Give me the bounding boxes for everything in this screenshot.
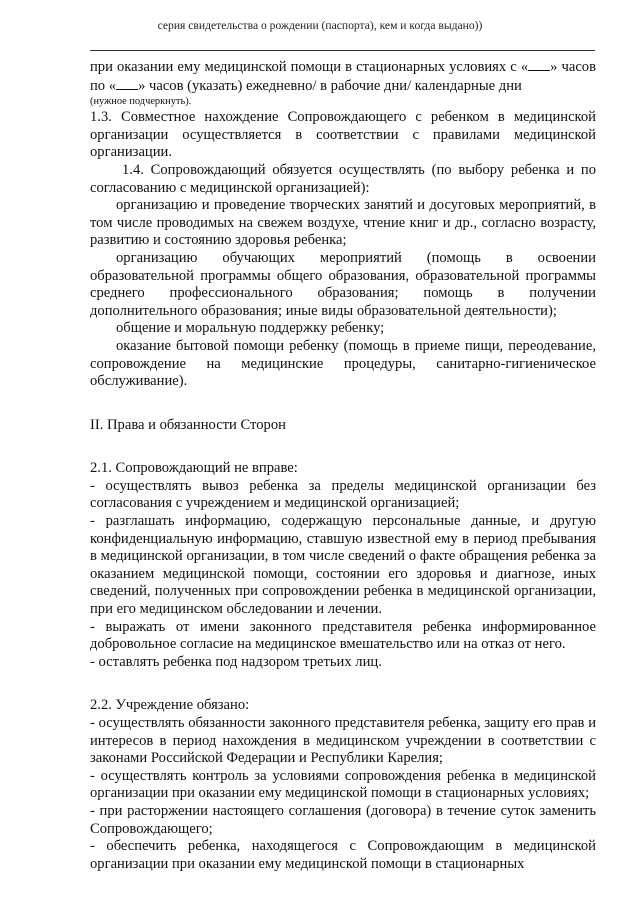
- blank-field: [528, 58, 550, 71]
- hours-text-a: при оказании ему медицинской помощи в стационарных условиях с «: [90, 59, 529, 75]
- document-body: [90, 58, 596, 873]
- paragraph-2-1: 2.1. Сопровождающий не вправе:: [90, 460, 298, 477]
- paragraph-2-1-c: - выражать от имени законного представителя ребенка информированное добровольное согласие на медицинское вмешательство или на отказ от него.: [90, 618, 596, 653]
- hours-paragraph: [90, 58, 596, 95]
- paragraph-1-4-b: организацию обучающих мероприятий (помощь в освоении образовательной программы общего образования, образовательной программы среднего профессионального образования; помощь в получении дополнительного образования; иные виды образовательной деятельности);: [90, 249, 596, 319]
- paragraph-2-2-d: - обеспечить ребенка, находящегося с Сопровождающим в медицинской организации при оказании ему медицинской помощи в стационарных: [90, 838, 596, 872]
- paragraph-2-1-d: - оставлять ребенка под надзором третьих лиц.: [90, 653, 382, 670]
- hours-text-c: » часов (указать) ежедневно/ в рабочие дни/ календарные дни: [138, 77, 522, 94]
- blank-field: [116, 77, 138, 90]
- paragraph-1-4-a: организацию и проведение творческих занятий и досуговых мероприятий, в том числе проводимых на свежем воздухе, чтение книг и др., согласно возрасту, развитию и состоянию здоровья ребенка;: [90, 197, 596, 249]
- paragraph-1-3: 1.3. Совместное нахождение Сопровождающего с ребенком в медицинской организации осуществляется в соответствии с правилами медицинской организации.: [90, 109, 596, 161]
- paragraph-2-2-b: - осуществлять контроль за условиями сопровождения ребенка в медицинской организации при оказании ему медицинской помощи в стационарных условиях;: [90, 767, 596, 802]
- paragraph-2-2: 2.2. Учреждение обязано:: [90, 697, 250, 714]
- hours-note: (нужное подчеркнуть).: [90, 96, 192, 108]
- paragraph-2-1-a: - осуществлять вывоз ребенка за пределы медицинской организации без согласования с учреждением и медицинской организацией;: [90, 477, 596, 512]
- paragraph-1-4: 1.4. Сопровождающий обязуется осуществлять (по выбору ребенка и по согласованию с медицинской организацией):: [90, 161, 596, 196]
- paragraph-1-4-c: общение и моральную поддержку ребенку;: [116, 320, 385, 337]
- paragraph-1-4-d: оказание бытовой помощи ребенку (помощь в приеме пищи, переодевание, сопровождение на медицинские процедуры, санитарно-гигиеническое обслуживание).: [90, 337, 596, 390]
- section-2-title: II. Права и обязанности Сторон: [90, 416, 286, 433]
- paragraph-2-2-c: - при расторжении настоящего соглашения (договора) в течение суток заменить Сопровождающего;: [90, 802, 596, 837]
- divider-line: [90, 50, 595, 51]
- header-note: серия свидетельства о рождении (паспорта), кем и когда выдано)): [157, 19, 483, 32]
- hours-text-b: » часов по «: [90, 59, 596, 94]
- paragraph-2-1-b: - разглашать информацию, содержащую персональные данные, и другую конфиденциальную информацию, ставшую известной ему в период пребывания в медицинской организации, в том числе сведений о факте обращения ребенка за оказанием медицинской помощи, состоянии его здоровья и диагнозе, иных сведений, полученных при сопровождении ребенка в медицинской организации, при его медицинском обследовании и лечении.: [90, 513, 596, 618]
- paragraph-2-2-a: - осуществлять обязанности законного представителя ребенка, защиту его прав и интересов в период нахождения в медицинском учреждении в соответствии с законами Российской Федерации и Республики Карелия;: [90, 715, 596, 767]
